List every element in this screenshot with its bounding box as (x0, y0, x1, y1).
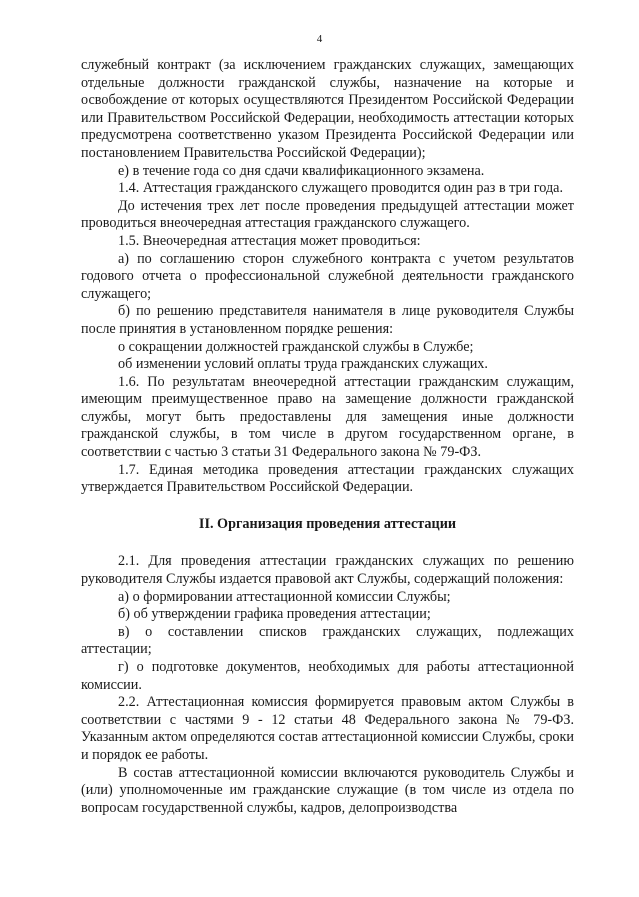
paragraph-p-1-5: 1.5. Внеочередная аттестация может проводиться: (118, 232, 421, 249)
paragraph-p-1-7: 1.7. Единая методика проведения аттестации гражданских служащих утверждается Правительством Российской Федерации. (81, 461, 574, 496)
paragraph-p-1-5-b-1: о сокращении должностей гражданской службы в Службе; (118, 338, 474, 355)
section-ii-body (81, 553, 574, 817)
paragraph-p-1-4: 1.4. Аттестация гражданского служащего проводится один раз в три года. (118, 180, 564, 197)
document-body (81, 57, 574, 817)
paragraph-p-2-1: 2.1. Для проведения аттестации гражданских служащих по решению руководителя Службы издается правовой акт Службы, содержащий положения: (81, 553, 574, 588)
paragraph-p-1-5-b: б) по решению представителя нанимателя в лице руководителя Службы после принятия в установленном порядке решения: (81, 303, 574, 337)
paragraph-p-1-5-a: а) по соглашению сторон служебного контракта с учетом результатов годового отчета о профессиональной служебной деятельности гражданского служащего; (81, 250, 574, 302)
paragraph-p-1-4-extra: До истечения трех лет после проведения предыдущей аттестации может проводиться внеочередная аттестация гражданского служащего. (81, 197, 574, 232)
section-heading: II. Организация проведения аттестации (198, 515, 457, 532)
paragraph-p-2-1-b: б) об утверждении графика проведения аттестации; (118, 606, 431, 623)
paragraph-p-2-1-g: г) о подготовке документов, необходимых для работы аттестационной комиссии. (81, 659, 574, 693)
spacer (81, 497, 574, 516)
paragraph-p-2-2: 2.2. Аттестационная комиссия формируется правовым актом Службы в соответствии с частями 9 - 12 статьи 48 Федерального закона № 79-ФЗ. Указанным актом определяются состав аттестационной комиссии Службы, сроки и порядок ее работы. (81, 694, 574, 763)
paragraph-p-1-3-e: е) в течение года со дня сдачи квалификационного экзамена. (118, 162, 485, 179)
paragraph-p-2-2-extra: В состав аттестационной комиссии включаются руководитель Службы и (или) уполномоченные им гражданские служащие (в том числе из отдела по вопросам государственной службы, кадров, делопроизводства (81, 764, 574, 816)
paragraph-p-continuation: служебный контракт (за исключением гражданских служащих, замещающих отдельные должности гражданской службы, назначение на которые и освобождение от которых осуществляются Президентом Российской Федерации или Правительством Российской Федерации, необходимость аттестации которых предусмотрена соответственно указом Президента Российской Федерации или постановлением Правительства Российской Федерации); (81, 57, 574, 161)
page-number: 4 (316, 33, 323, 45)
paragraph-p-1-5-b-2: об изменении условий оплаты труда гражданских служащих. (118, 356, 488, 373)
paragraph-p-1-6: 1.6. По результатам внеочередной аттестации гражданским служащим, имеющим преимущественное право на замещение должности гражданской службы, могут быть предоставлены для замещения иные должности гражданской службы, в том числе в другом государственном органе, в соответствии с частью 3 статьи 31 Федерального закона № 79-ФЗ. (81, 373, 574, 461)
section-i-continuation (81, 57, 574, 497)
paragraph-p-2-1-a: а) о формировании аттестационной комиссии Службы; (118, 588, 451, 605)
spacer (81, 533, 574, 553)
paragraph-p-2-1-v: в) о составлении списков гражданских служащих, подлежащих аттестации; (81, 623, 574, 658)
